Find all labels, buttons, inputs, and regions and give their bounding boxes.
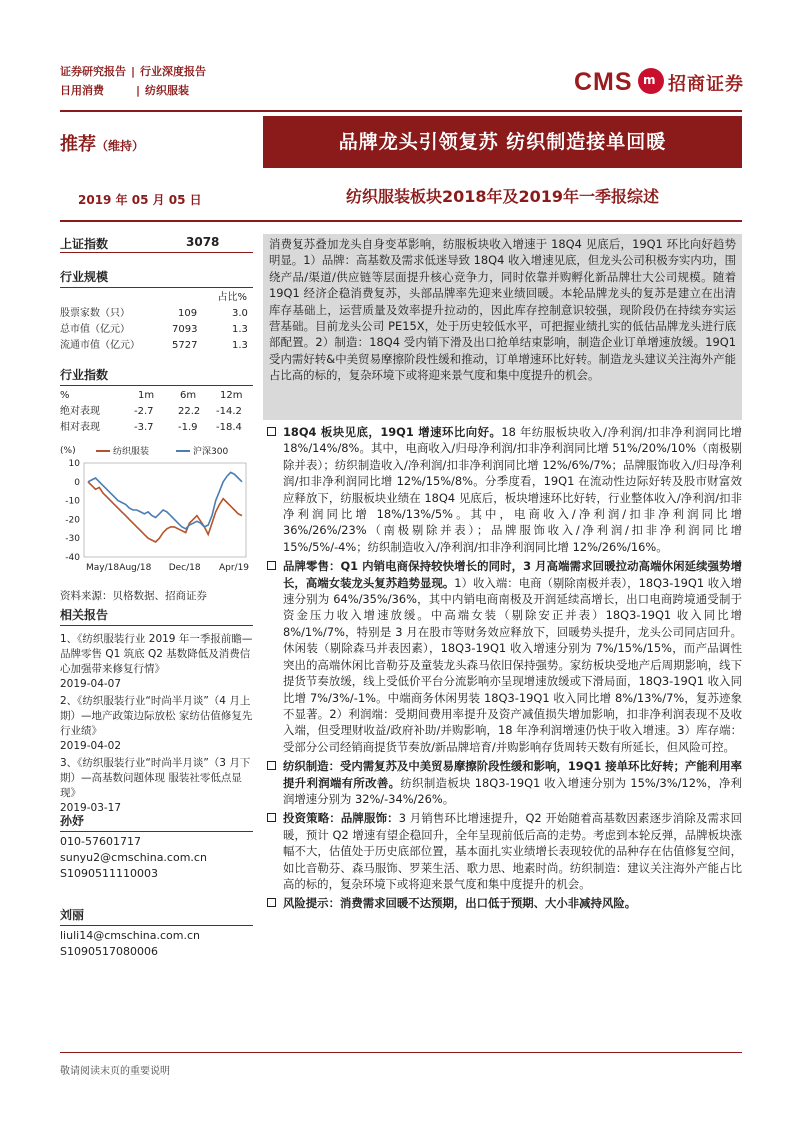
perf-value: -18.4: [216, 422, 242, 433]
scale-value: 109: [178, 308, 198, 319]
y-tick-label: -40: [65, 553, 80, 563]
bullet-heading: 18Q4 板块见底，19Q1 增速环比向好。: [283, 425, 502, 439]
checkbox-bullet-icon: [267, 813, 276, 822]
related-item-date: 2019-04-02: [60, 740, 122, 752]
bullet-heading: 纺织制造：受内需复苏及中美贸易摩擦阶段性缓和影响，19Q1 接单环比好转；产能利用率提升利润端有所改善。: [283, 759, 742, 790]
author-2: [60, 906, 253, 960]
bullet-text: 18 年纺服板块收入/净利润/扣非净利润同比增 18%/14%/8%。其中，电商收入/归母净利润/扣非净利润同比增 51%/20%/10%（南极剔除并表）；纺织制造收入/净利润/扣非净利润同比增 12%/6%/7%；品牌服饰收入/归母净利润/扣非净利润同比增 12%/15%/8%。分季度看，19Q1 在流动性边际好转及股市财富效应释放下，纺服板块业绩在 18Q4 见底后，板块增速环比好转，行业整体收入/净利润/扣非净利润同比增 18%/13%/5%。其中，电商收入/净利润/扣非净利润同比增 36%/26%/23%（南极剔除并表）；品牌服饰收入/净利润/扣非净利润同比增 15%/5%/-4%；纺织制造收入/净利润/扣非净利润同比增 12%/26%/16%。: [283, 425, 742, 554]
checkbox-bullet-icon: [267, 898, 276, 907]
y-tick-label: -30: [65, 534, 80, 545]
report-category: 行业深度报告: [140, 65, 207, 78]
author-1: [60, 812, 253, 882]
related-title: 相关报告: [60, 606, 253, 626]
bullet-list: [263, 424, 742, 912]
author-email[interactable]: liuli14@cmschina.com.cn: [60, 929, 200, 942]
checkbox-bullet-icon: [267, 561, 276, 570]
bullet-text: 纺织制造板块 18Q3-19Q1 收入增速分别为 15%/3%/12%，净利润增速分别为 32%/-34%/26%。: [283, 775, 742, 806]
sector: 日用消费: [60, 84, 104, 97]
author-email[interactable]: sunyu2@cmschina.com.cn: [60, 851, 207, 864]
author-phone: 010-57601717: [60, 835, 141, 848]
bullet-text: 3 月销售环比增速提升，Q2 开始随着高基数因素逐步消除及需求回暖，预计 Q2 增速有望企稳回升，全年呈现前低后高的走势。考虑到本轮反弹，品牌板块涨幅不大，估值处于历史底部位置，基本面扎实业绩增长表现较优的品种存在估值修复空间，如比音勒芬、森马服饰、罗莱生活、歌力思、地素时尚。纺织制造：建议关注海外产能占比高的标的，复杂环境下或将迎来景气度和集中度提升的机会。: [283, 811, 742, 891]
footer-divider: [60, 1052, 742, 1053]
company-logo: [574, 66, 744, 98]
bullet-item: [263, 895, 742, 911]
title-divider: [60, 220, 742, 222]
checkbox-bullet-icon: [267, 761, 276, 770]
logo-mark-icon: [638, 68, 664, 94]
legend-label: 纺织服装: [113, 447, 150, 457]
bullet-item: [263, 758, 742, 807]
header-line-2: [60, 81, 206, 100]
scale-label: 总市值（亿元）: [60, 324, 130, 335]
perf-header: %: [60, 390, 70, 401]
legend-label: 沪深300: [193, 447, 229, 457]
scale-value: 7093: [172, 324, 198, 335]
bullet-heading: 品牌零售：Q1 内销电商保持较快增长的同时，3 月高端需求回暖拉动高端休闲延续强势增长，高端女装龙头复苏趋势显现。: [283, 559, 742, 590]
author-cert: S1090517080006: [60, 945, 158, 958]
report-subtitle: 纺织服装板块2018年及2019年一季报综述: [345, 187, 660, 206]
author-cert: S1090511110003: [60, 867, 158, 880]
perf-value: -3.7: [134, 422, 154, 433]
bullet-heading: 投资策略：品牌服饰：: [283, 811, 399, 826]
sub-sector: 纺织服装: [145, 84, 190, 97]
x-tick-label: Dec/18: [168, 563, 201, 573]
author-name: 孙妤: [60, 812, 253, 832]
bullet-item: [263, 424, 742, 555]
y-axis-label: (%): [60, 446, 76, 456]
scale-label: 流通市值（亿元）: [60, 340, 140, 351]
header-separator: |: [131, 65, 136, 78]
related-item-date: 2019-03-17: [60, 802, 122, 814]
header-line-1: [60, 62, 206, 81]
rating-sub: （维持）: [96, 139, 145, 153]
perf-header: 12m: [220, 390, 243, 401]
perf-header: 1m: [138, 390, 155, 401]
chart-source: 资料来源：贝格数据、招商证券: [60, 590, 207, 602]
report-title: 品牌龙头引领复苏 纺织制造接单回暖: [263, 116, 742, 168]
x-tick-label: May/18: [86, 563, 120, 573]
performance-title: 行业指数: [60, 366, 253, 386]
y-tick-label: -20: [65, 515, 80, 526]
table-row: [60, 420, 253, 436]
scale-share: 1.3: [232, 340, 248, 351]
logo-chinese-name: 招商证券: [668, 74, 744, 95]
related-item-text: 3、《纺织服装行业“时尚半月谈”（3 月下期）—高基数问题体现 服装社零低点显现》: [60, 757, 251, 799]
bullet-heading: 风险提示：消费需求回暖不达预期，出口低于预期、大小非减持风险。: [283, 896, 637, 911]
perf-label: 相对表现: [60, 422, 100, 433]
scale-value: 5727: [172, 340, 198, 351]
table-row: [60, 306, 253, 322]
table-row: [60, 404, 253, 420]
y-tick-label: -10: [65, 496, 80, 507]
summary-box: 消费复苏叠加龙头自身变革影响，纺服板块收入增速于 18Q4 见底后，19Q1 环比向好趋势明显。1）品牌：高基数及需求低迷导致 18Q4 收入增速见底，但龙头公司积极夯实内功，围绕产品/渠道/供应链等层面提升核心竞争力，同时依靠并购孵化新品牌壮大公司规模。随着 19Q1 经济企稳消费复苏，头部品牌率先迎来业绩回暖。本轮品牌龙头的复苏是建立在出清库存基础上，运营质量及效率提升拉动的，因此库存控制意识较强，现阶段仍在持续夯实运营基础。目前龙头公司 PE15X，处于历史较低水平，可把握业绩扎实的低估品牌龙头进行底部配置。2）制造：18Q4 受内销下滑及出口抢单结束影响，制造企业订单增速放缓。19Q1 受内需好转&中美贸易摩擦阶段性缓和推动，订单增速环比好转。制造龙头建议关注海外产能占比高的标的，复杂环境下或将迎来景气度和集中度提升的机会。: [263, 234, 742, 420]
rating-label: 推荐: [60, 134, 96, 155]
report-type: 证券研究报告: [60, 65, 126, 78]
y-tick-label: 10: [68, 459, 80, 469]
list-item[interactable]: [60, 694, 253, 754]
report-header: [60, 62, 206, 100]
scale-block: [60, 268, 253, 354]
logo-mark-letter: m: [643, 73, 656, 87]
index-chart: [58, 441, 254, 581]
rating: [60, 130, 144, 156]
list-item[interactable]: [60, 632, 253, 692]
logo-cms-text: CMS: [574, 68, 633, 96]
table-row: [60, 338, 253, 354]
bullet-item: [263, 810, 742, 892]
scale-label: 股票家数（只）: [60, 308, 130, 319]
footer-note: 敬请阅读末页的重要说明: [60, 1066, 170, 1077]
y-tick-label: 0: [74, 477, 80, 488]
header-divider: [60, 110, 742, 112]
checkbox-bullet-icon: [267, 427, 276, 436]
index-value: 3078: [186, 235, 220, 249]
perf-label: 绝对表现: [60, 406, 100, 417]
scale-header-row: [60, 290, 253, 306]
bullet-item: [263, 558, 742, 755]
scale-title: 行业规模: [60, 268, 253, 288]
perf-value: 22.2: [178, 406, 201, 417]
scale-share: 3.0: [232, 308, 248, 319]
related-item-date: 2019-04-07: [60, 678, 122, 690]
perf-value: -14.2: [216, 406, 242, 417]
related-item-text: 2、《纺织服装行业“时尚半月谈”（4 月上期）—地产政策边际放松 家纺估值修复先行业绩》: [60, 695, 253, 737]
perf-value: -1.9: [178, 422, 198, 433]
performance-header-row: [60, 388, 253, 404]
table-row: [60, 322, 253, 338]
x-tick-label: Aug/18: [119, 563, 152, 573]
plot-frame: [84, 463, 246, 557]
author-name: 刘丽: [60, 906, 253, 926]
x-tick-label: Apr/19: [218, 563, 250, 573]
perf-value: -2.7: [134, 406, 154, 417]
index-label: 上证指数: [60, 237, 109, 251]
scale-col-header: 占比%: [217, 292, 247, 303]
perf-header: 6m: [180, 390, 197, 401]
report-date: 2019 年 05 月 05 日: [78, 193, 202, 207]
related-reports: [60, 606, 253, 816]
index-block: [60, 235, 253, 253]
performance-block: [60, 366, 253, 436]
list-item[interactable]: [60, 756, 253, 816]
scale-share: 1.3: [232, 324, 248, 335]
header-separator: |: [136, 84, 141, 97]
related-item-text: 1、《纺织服装行业 2019 年一季报前瞻—品牌零售 Q1 筑底 Q2 基数降低及消费信心加强带来修复行情》: [60, 633, 253, 675]
bullet-text: 1）收入端：电商（剔除南极并表），18Q3-19Q1 收入增速分别为 64%/35%/36%，其中内销电商南极及开润延续高增长，出口电商跨境通受制于资金压力收入增速放缓。中高端女装（剔除安正并表）18Q3-19Q1 收入同比增 8%/1%/7%，特别是 3 月在股市等财务效应释放下，回暖势头提升，龙头公司同店回升。休闲装（剔除森马并表因素），18Q3-19Q1 收入增速分别为 7%/15%/15%，而产品调性突出的高端休闲比音勒芬及童装龙头森马依旧保持强势。家纺板块受地产后周期影响，线下提货节奏放缓，线上受低价平台分流影响亦呈现增速放缓或下滑局面，18Q3-19Q1 收入同比增 7%/3%/-1%。中端商务休闲男装 18Q3-19Q1 收入同比增 8%/13%/7%，复苏迹象不显著。2）利润端：受期间费用率提升及资产减值损失增加影响，扣非净利润表现不及收入端，但受理财收益/政府补助/并购影响，18 年净利润增速仍快于收入增速。3）库存端：受部分公司经销商提货节奏放/新品牌培育/并购影响存货周转天数有所延长，但风险可控。: [283, 575, 742, 754]
